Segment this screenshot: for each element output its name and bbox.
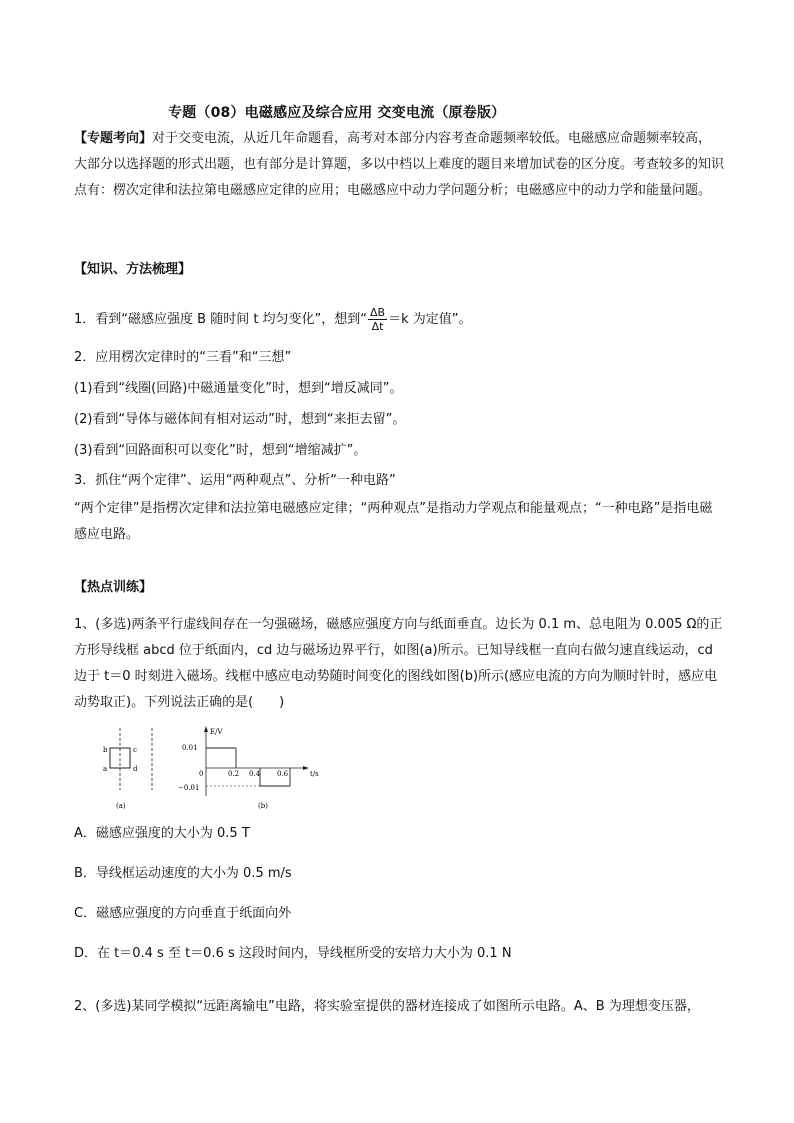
option-c: C．磁感应强度的方向垂直于纸面向外 <box>74 906 292 921</box>
fig-caption-a: (a) <box>116 802 126 810</box>
frac-denominator: Δt <box>371 320 384 333</box>
graph-axis-x-label: t/s <box>310 770 319 778</box>
section-hot-heading: 【热点训练】 <box>74 580 153 595</box>
graph-x-arrow <box>303 766 309 770</box>
knowledge-item-2-3: (3)看到“回路面积可以变化”时，想到“增缩减扩”。 <box>74 443 367 458</box>
item1-post: ＝k 为定值”。 <box>388 312 472 327</box>
graph-origin: 0 <box>199 770 204 778</box>
section-knowledge-heading: 【知识、方法梳理】 <box>74 262 192 277</box>
intro-text: 对于交变电流，从近几年命题看，高考对本部分内容考查命题频率较低。电磁感应命题频率较高，大部分以选择题的形式出题，也有部分是计算题，多以中档以上难度的题目来增加试卷的区分度。考查较多的知识点有：楞次定律和法拉第电磁感应定律的应用；电磁感应中动力学问题分析；电磁感应中的动力学和能量问题。 <box>74 131 725 198</box>
knowledge-item-2-2: (2)看到“导体与磁体间有相对运动”时，想到“来拒去留”。 <box>74 412 406 427</box>
question-2-text: 2、(多选)某同学模拟“远距离输电”电路，将实验室提供的器材连接成了如图所示电路。A、B 为理想变压器， <box>74 999 700 1014</box>
page-title: 专题（08）电磁感应及综合应用 交变电流（原卷版） <box>168 105 506 121</box>
graph-tick-x-1: 0.2 <box>228 770 240 778</box>
graph-axis-y-label: E/V <box>210 728 223 736</box>
question-1-figure <box>92 724 332 814</box>
topic-intro <box>74 126 724 204</box>
fig-label-c: c <box>133 746 137 754</box>
graph-tick-y-pos: 0.01 <box>182 744 198 752</box>
option-a: A．磁感应强度的大小为 0.5 T <box>74 826 250 841</box>
option-d: D．在 t＝0.4 s 至 t＝0.6 s 这段时间内，导线框所受的安培力大小为 0.1 N <box>74 946 512 961</box>
frac-numerator: ΔB <box>370 306 386 319</box>
fig-label-b: b <box>103 746 108 754</box>
intro-label: 【专题考向】 <box>74 131 153 146</box>
knowledge-item-3-text: “两个定律”是指楞次定律和法拉第电磁感应定律；“两种观点”是指动力学观点和能量观点；“一种电路”是指电磁感应电路。 <box>74 501 713 542</box>
option-b: B．导线框运动速度的大小为 0.5 m/s <box>74 866 292 881</box>
knowledge-item-2: 2．应用楞次定律时的“三看”和“三想” <box>74 350 292 365</box>
graph-tick-x-3: 0.6 <box>277 770 289 778</box>
fig-label-a: a <box>103 765 108 773</box>
fig-label-d: d <box>133 765 138 773</box>
knowledge-item-3: 3．抓住“两个定律”、运用“两种观点”、分析“一种电路” <box>74 473 396 488</box>
knowledge-item-2-1: (1)看到“线圈(回路)中磁通量变化”时，想到“增反减同”。 <box>74 381 403 396</box>
graph-y-arrow <box>204 726 208 732</box>
knowledge-item-1 <box>74 306 472 333</box>
item1-pre: 1．看到“磁感应强度 B 随时间 t 均匀变化”，想到“ <box>74 312 368 327</box>
delta-b-over-delta-t <box>368 306 387 333</box>
graph-tick-y-neg: −0.01 <box>178 784 200 792</box>
question-1-text: 1、(多选)两条平行虚线间存在一匀强磁场，磁感应强度方向与纸面垂直。边长为 0.1 m、总电阻为 0.005 Ω的正方形导线框 abcd 位于纸面内，cd 边与磁场边界平行，如图(a)所示。已知导线框一直向右做匀速直线运动，cd 边于 t＝0 时刻进入磁场。线框中感应电动势随时间变化的图线如图(b)所示(感应电流的方向为顺时针时，感应电动势取正)。下列说法正确的是( ) <box>74 617 723 710</box>
graph-tick-x-2: 0.4 <box>249 770 261 778</box>
fig-caption-b: (b) <box>258 802 268 810</box>
